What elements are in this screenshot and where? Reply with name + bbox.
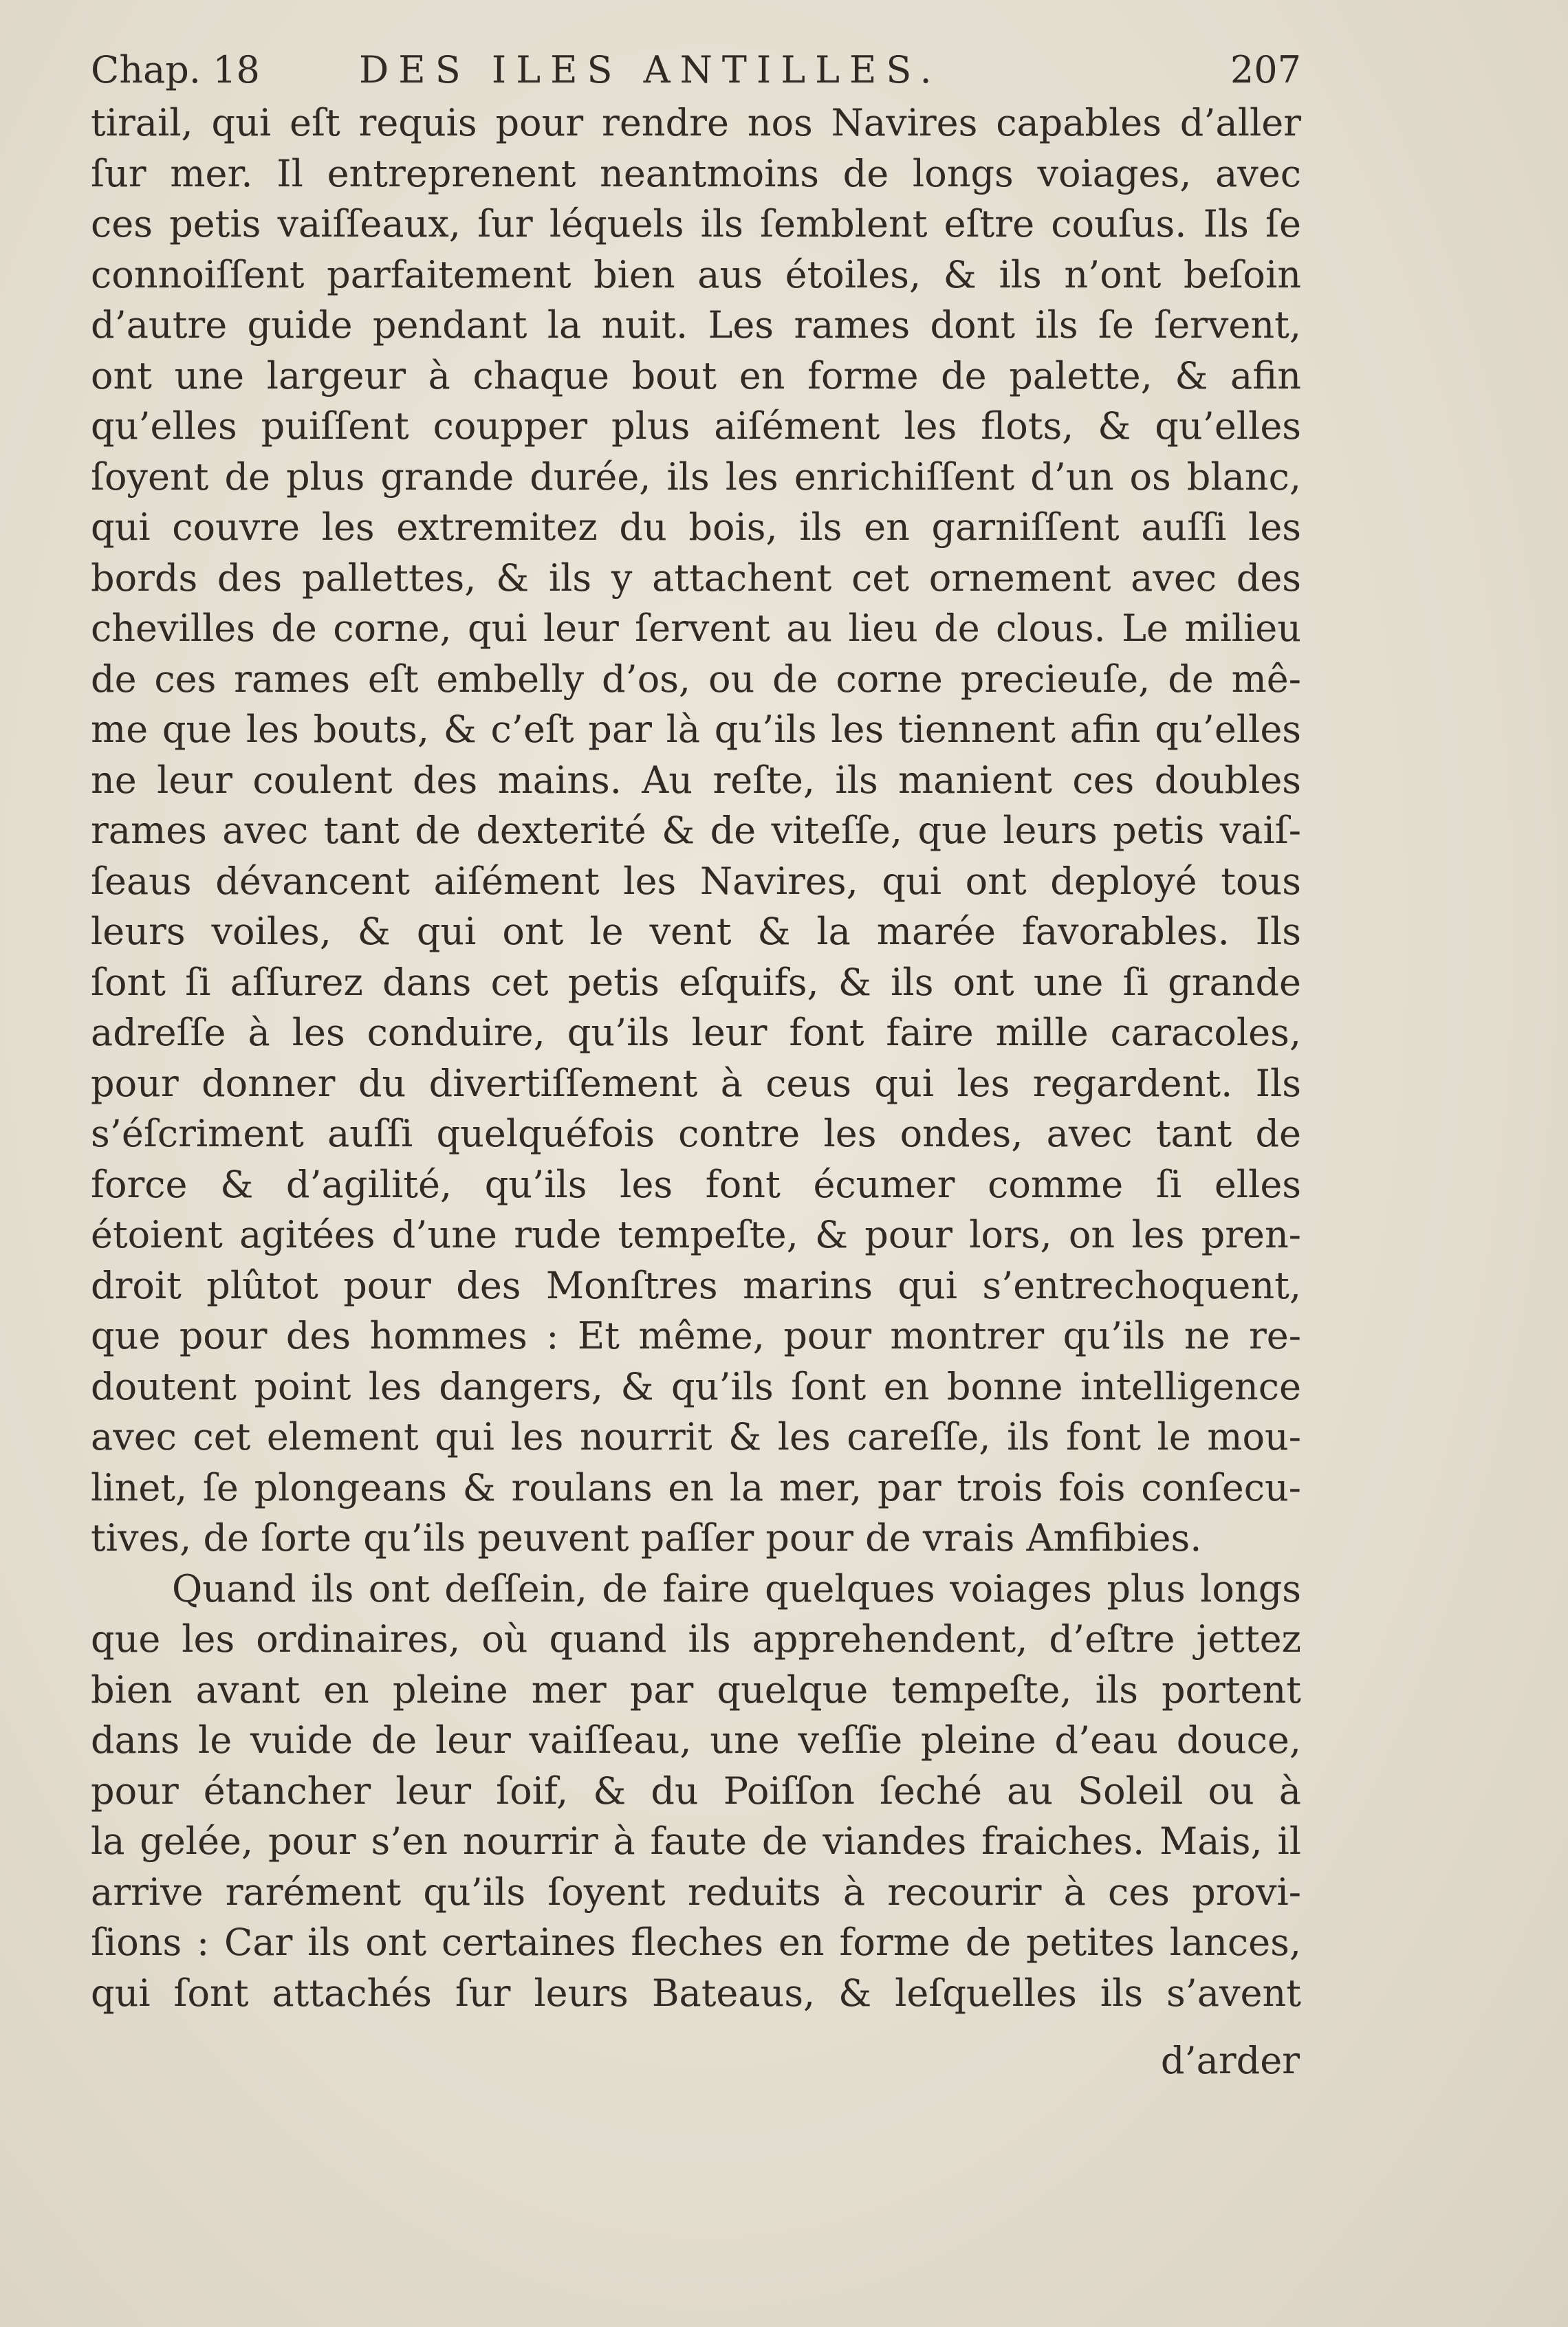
text-line: ne leur coulent des mains. Au reſte, ils manient ces doubles [91,758,1301,802]
page-header [91,43,1301,98]
text-line: de ces rames eſt embelly d’os, ou de corne precieuſe, de mê- [91,657,1301,701]
text-line: droit plûtot pour des Monſtres marins qui s’entrechoquent, [91,1263,1301,1307]
text-line: avec cet element qui les nourrit & les careſſe, ils font le mou- [91,1415,1301,1459]
text-line: ſeaus dévancent aiſément les Navires, qui ont deployé tous [91,859,1301,903]
text-line: Quand ils ont deſſein, de faire quelques voiages plus longs [172,1566,1301,1610]
text-line: arrive rarément qu’ils ſoyent reduits à recourir à ces provi- [91,1870,1301,1914]
text-line: me que les bouts, & c’eſt par là qu’ils les tiennent afin qu’elles [91,708,1301,751]
text-line: linet, ſe plongeans & roulans en la mer, par trois fois conſecu- [91,1465,1301,1509]
text-line: qu’elles puiſſent coupper plus aiſément les flots, & qu’elles [91,404,1301,448]
text-line: ſur mer. Il entreprenent neantmoins de longs voiages, avec [91,151,1301,195]
text-line: ont une largeur à chaque bout en forme de palette, & afin [91,353,1301,397]
paragraph-1 [91,98,1301,1564]
text-line: doutent point les dangers, & qu’ils ſont en bonne intelligence [91,1364,1301,1408]
text-line: étoient agitées d’une rude tempeſte, & pour lors, on les pren- [91,1213,1301,1256]
text-line: pour étancher leur ſoif, & du Poiſſon ſeché au Soleil ou à [91,1769,1301,1813]
body-text [91,98,1301,2018]
text-line: qui ſont attachés ſur leurs Bateaus, & leſquelles ils s’avent [91,1971,1301,2015]
text-line: la gelée, pour s’en nourrir à faute de viandes fraiches. Mais, il [91,1820,1301,1863]
text-line: bien avant en pleine mer par quelque tempeſte, ils portent [91,1668,1301,1712]
text-line: que les ordinaires, où quand ils apprehendent, d’eſtre jettez [91,1617,1301,1661]
text-line: connoiſſent parfaitement bien aus étoiles, & ils n’ont beſoin [91,252,1301,296]
text-line: ces petis vaiſſeaux, ſur léquels ils ſemblent eſtre couſus. Ils ſe [91,202,1301,245]
text-line: force & d’agilité, qu’ils les font écumer comme ſi elles [91,1162,1301,1206]
catchword: d’arder [1160,2039,1300,2082]
paragraph-2 [91,1564,1301,2019]
running-title: DES ILES ANTILLES. [359,48,941,91]
text-line: pour donner du divertiſſement à ceus qui les regardent. Ils [91,1061,1301,1105]
text-line: leurs voiles, & qui ont le vent & la marée favorables. Ils [91,910,1301,953]
text-line: rames avec tant de dexterité & de viteſſe, que leurs petis vaiſ- [91,809,1301,852]
text-line: ſont ſi aſſurez dans cet petis eſquifs, & ils ont une ſi grande [91,960,1301,1004]
text-line: bords des pallettes, & ils y attachent cet ornement avec des [91,556,1301,600]
text-line: s’éſcriment auſſi quelquéfois contre les ondes, avec tant de [91,1112,1301,1155]
text-line: adreſſe à les conduire, qu’ils leur font faire mille caracoles, [91,1011,1301,1054]
text-line: tives, de ſorte qu’ils peuvent paſſer pour de vrais Amfibies. [91,1516,1202,1560]
text-line: ſions : Car ils ont certaines fleches en forme de petites lances, [91,1921,1301,1964]
text-line: chevilles de corne, qui leur ſervent au lieu de clous. Le milieu [91,607,1301,650]
chapter-label: Chap. 18 [91,48,260,91]
text-line: que pour des hommes : Et même, pour montrer qu’ils ne re- [91,1314,1301,1357]
text-line: tirail, qui eſt requis pour rendre nos Navires capables d’aller [91,101,1301,144]
text-line: dans le vuide de leur vaiſſeau, une veſſie pleine d’eau douce, [91,1718,1301,1762]
text-line: qui couvre les extremitez du bois, ils en garniſſent auſſi les [91,505,1301,549]
text-line: ſoyent de plus grande durée, ils les enrichiſſent d’un os blanc, [91,455,1301,499]
page-number: 207 [1230,48,1301,91]
text-line: d’autre guide pendant la nuit. Les rames dont ils ſe ſervent, [91,303,1301,347]
